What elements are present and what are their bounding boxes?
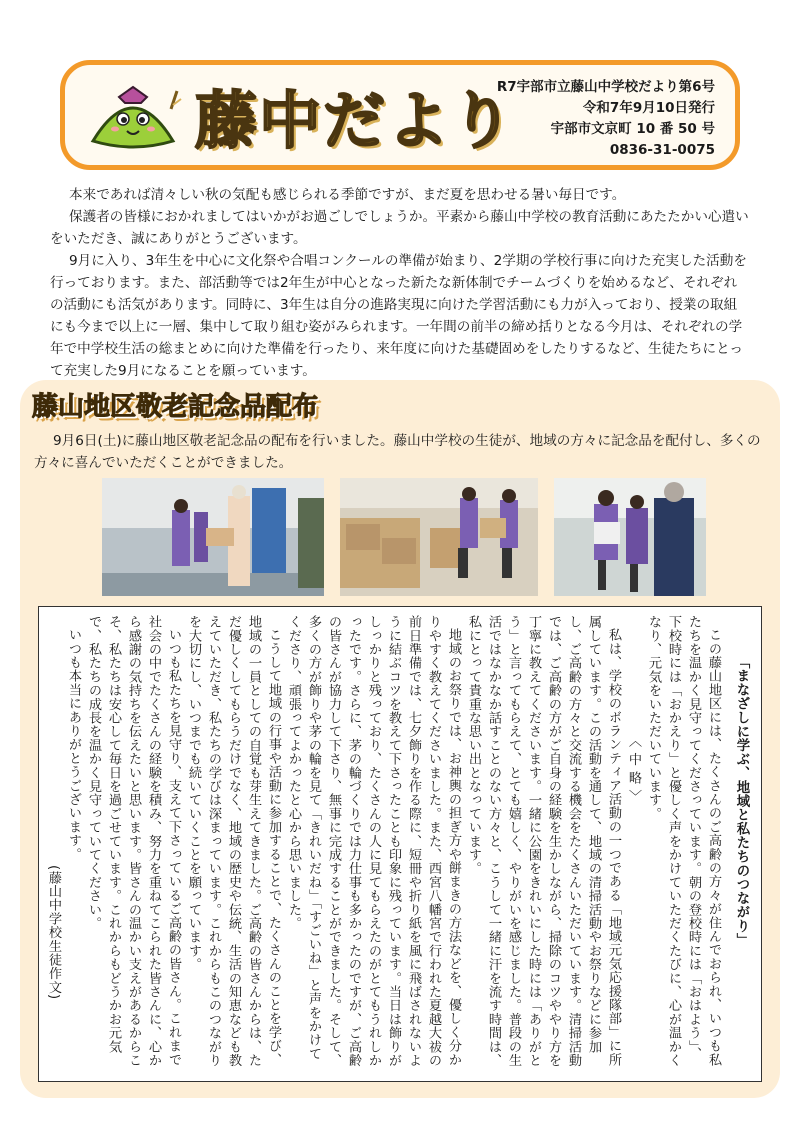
section-paragraph: 9月6日(土)に藤山地区敬老記念品の配布を行いました。藤山中学校の生徒が、地域の方々に記念品を配付し、多くの方々に喜んでいただくことができました。 bbox=[34, 433, 761, 471]
essay-paragraph-2: 私は、学校のボランティア活動の一つである「地域元気応援隊部」に所属しています。この活動を通して、地域の清掃活動やお祭りなどに参加し、ご高齢の方々と交流する機会をたくさんいただいています。清掃活動では、ご高齢の方がご自身の経験を生かしながら、掃除のコツややり方を丁寧に教えてくださいます。一緒に公園をきれいにした時には「ありがとう」と言ってもらえて、とても嬉しく、やりがいを感じました。普段の生活ではなかなか話すことのない方々と、こうして一緒に汗を流す時間は、私にとって貴重な思い出となっています。 bbox=[466, 615, 621, 1068]
essay-paragraph-4: こうして地域の行事や活動に参加することで、たくさんのことを学び、地域の一員としての自覚も芽生えてきました。ご高齢の皆さんからは、ただ優しくしてもらうだけでなく、地域の歴史や伝統、生活の知恵なども教えていただき、私たちの学びは深まっています。これからもこのつながりを大切にし、いつまでも続いていくことを願っています。 bbox=[186, 615, 281, 1068]
essay-paragraph-6: いつも本当にありがとうございます。 bbox=[66, 628, 81, 862]
newsletter-header bbox=[60, 60, 740, 170]
section-body bbox=[34, 430, 770, 474]
essay-paragraph-3: 地域のお祭りでは、お神輿の担ぎ方や餅まきの方法などを、優しく分かりやすく教えてくださいました。また、西宮八幡宮で行われた夏越大祓の前日準備では、七夕飾りを作る際に、短冊や折り紙を風に飛ばされないように結ぶコツを教えて下さったことも印象に残っています。当日は飾りがしっかりと残っており、たくさんの人に見てもらえたのがとてもうれしかったです。さらに、茅の輪づくりでは力仕事も多かったのですが、ご高齢の皆さんが協力して下さり、無事に完成することができました。そして、多くの方が飾りや茅の輪を見て「きれいだね」「すごいね」と声をかけてくださり、頑張ってよかったと心から思いました。 bbox=[286, 615, 461, 1068]
intro-text bbox=[50, 184, 750, 382]
essay-heading: 「まなざしに学ぶ、地域と私たちのつながり」 bbox=[734, 655, 749, 947]
essay-text bbox=[46, 615, 751, 1071]
intro-paragraph-1: 本来であれば清々しい秋の気配も感じられる季節ですが、まだ夏を思わせる暑い毎日です。 bbox=[69, 187, 626, 203]
essay-omission-mark: 〈 中 略 〉 bbox=[626, 733, 641, 803]
essay-paragraph-1: この藤山地区には、たくさんのご高齢の方々が住んでおられ、いつも私たちを温かく見守ってくださっています。朝の登校時には「おはよう」、下校時には「おかえり」と優しく声をかけていただくたびに、心が温かくなり、元気をいただいています。 bbox=[646, 615, 721, 1068]
event-photo-3 bbox=[554, 478, 706, 596]
school-address: 宇部市文京町 10 番 50 号 bbox=[550, 121, 715, 137]
mountain-mascot-icon bbox=[85, 79, 181, 155]
intro-paragraph-3: 9月に入り、3年生を中心に文化祭や合唱コンクールの準備が始まり、2学期の学校行事に向けた充実した活動を行っております。また、部活動等では2年生が中心となった新たな新体制でチームづくりを始めるなど、それぞれの活動にも活気があります。同時に、3年生は自分の進路実現に向けた学習活動にも力が入っており、授業の取組にも今まで以上に一層、集中して取り組む姿がみられます。一年間の前半の締め括りとなる今月は、それぞれの学年で中学校生活の総まとめに向けた準備を行ったり、来年度に向けた基礎固めをしたりするなど、生徒たちにとって充実した9月になることを願っています。 bbox=[50, 253, 747, 379]
intro-paragraph-2: 保護者の皆様におかれましてはいかがお過ごしでしょうか。平素から藤山中学校の教育活動にあたたかい心遣いをいただき、誠にありがとうございます。 bbox=[50, 209, 749, 247]
student-essay bbox=[38, 606, 762, 1082]
issue-info bbox=[497, 77, 715, 161]
essay-author: (藤山中学校生徒作文) bbox=[46, 865, 61, 1000]
school-phone: 0836-31-0075 bbox=[609, 142, 715, 158]
essay-paragraph-5: いつも私たちを見守り、支えて下さっているご高齢の皆さん。これまで社会の中でたくさんの経験を積み、努力を重ねてこられた皆さんに、心から感謝の気持ちを伝えたいと思います。皆さんの温かい支えがあるからこそ、私たちは安心して毎日を過ごせています。これからもどうかお元気で、私たちの成長を温かく見守っていてください。 bbox=[86, 615, 181, 1068]
issue-number: R7宇部市立藤山中学校だより第6号 bbox=[496, 79, 715, 95]
title-kanji: 藤中 bbox=[195, 84, 324, 157]
event-photo-2 bbox=[340, 478, 538, 596]
newsletter-title bbox=[195, 71, 515, 160]
title-kana: だより bbox=[323, 84, 516, 157]
issue-date: 令和7年9月10日発行 bbox=[582, 100, 715, 116]
event-photo-1 bbox=[102, 478, 324, 596]
section-title: 藤山地区敬老記念品配布 bbox=[32, 392, 319, 422]
